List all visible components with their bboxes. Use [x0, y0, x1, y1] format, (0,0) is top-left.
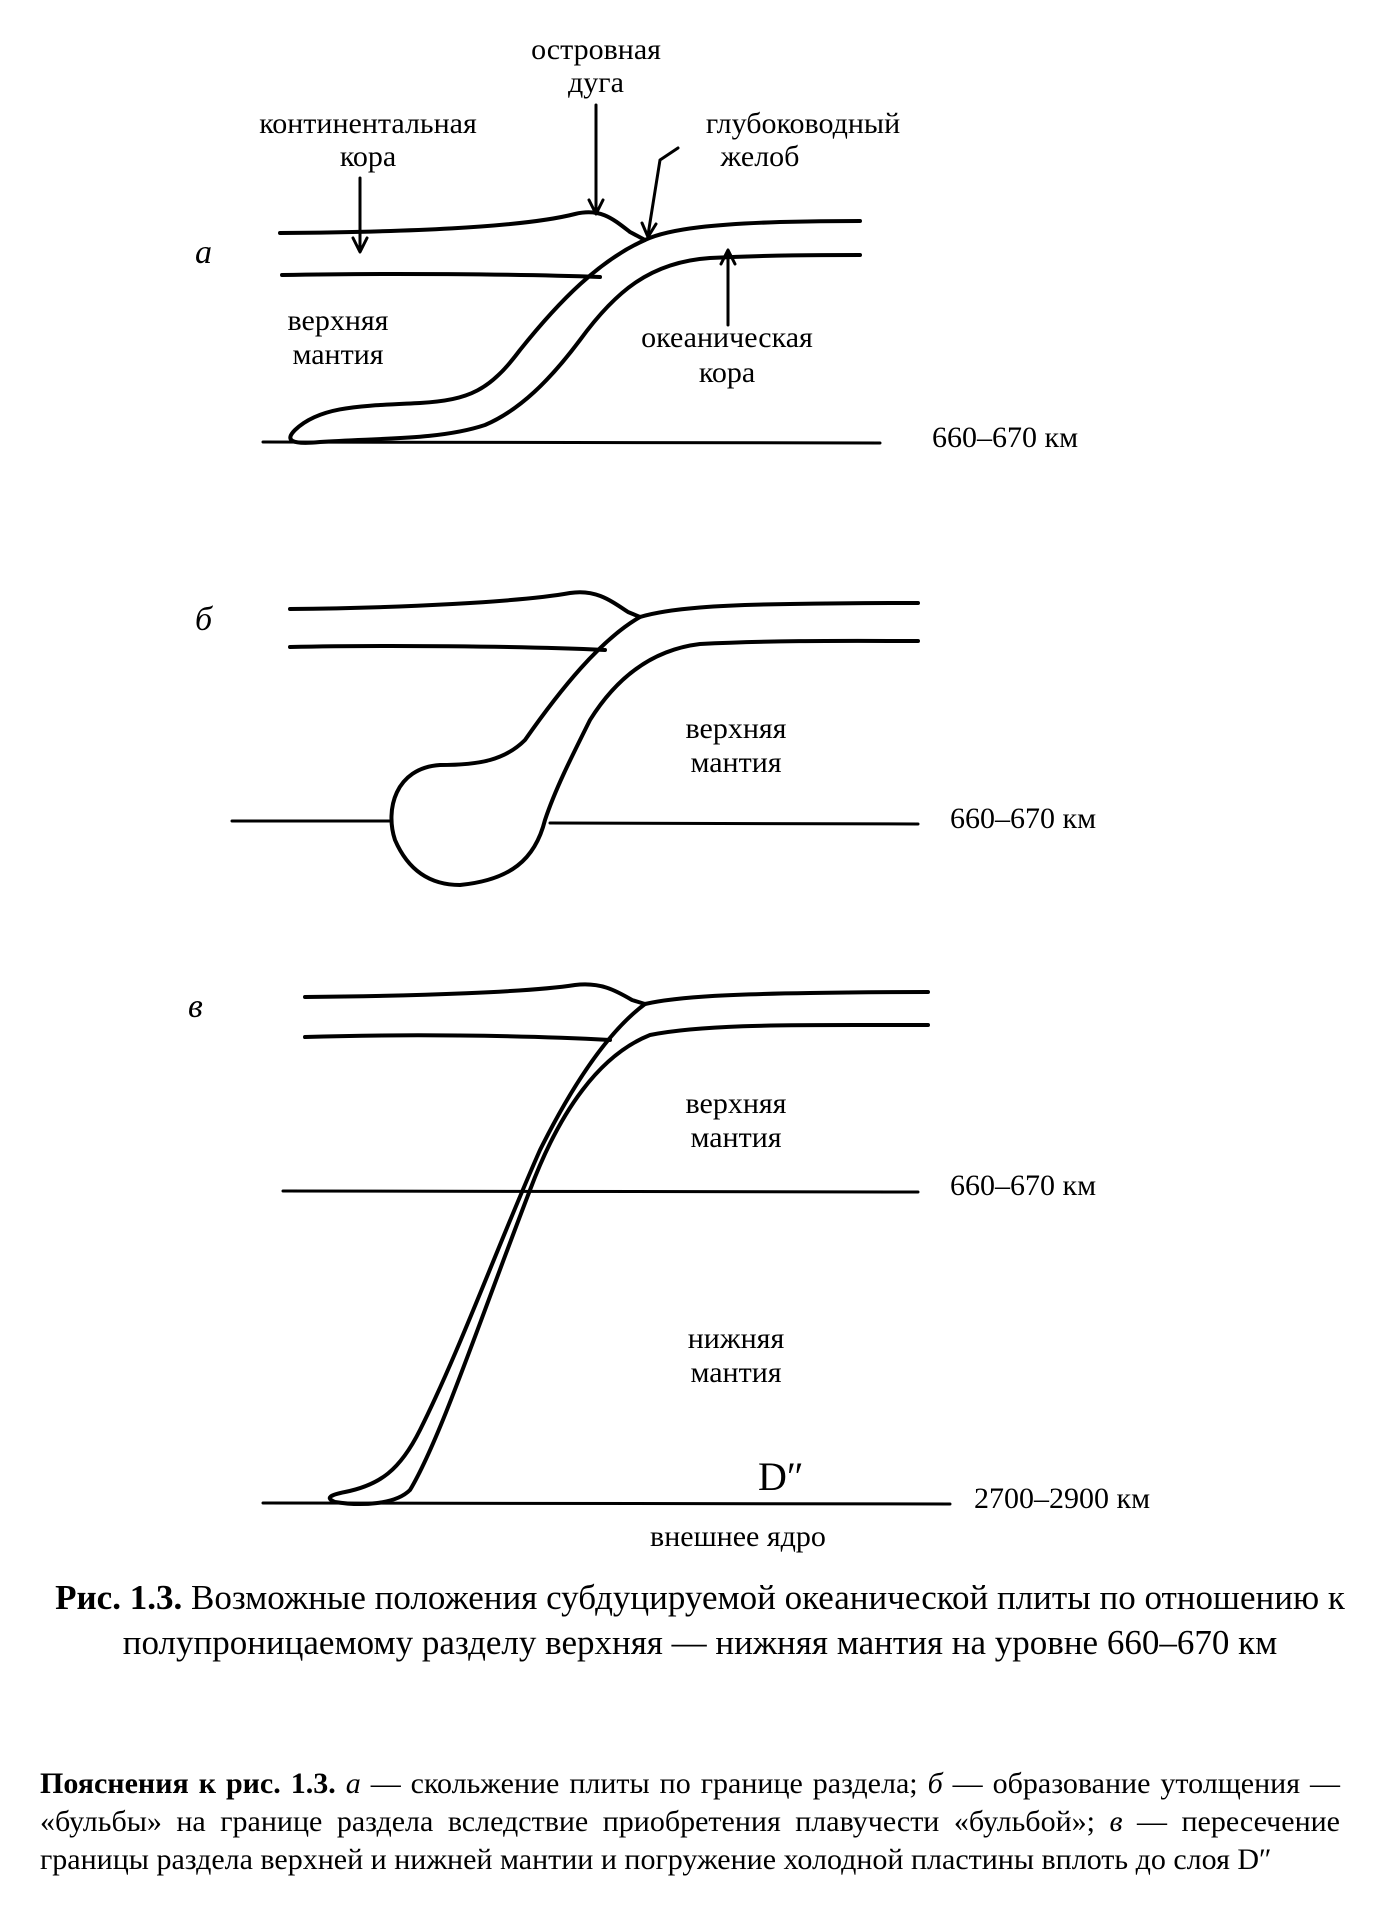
notes-c-letter: в — [1109, 1805, 1123, 1838]
notes-b-letter: б — [927, 1767, 943, 1800]
panel-a-label-oceanic-1: океаническая — [641, 321, 813, 354]
notes-a-letter: а — [345, 1767, 361, 1800]
panel-c-surface-line — [305, 984, 928, 1004]
panel-a-label-trench-2: желоб — [720, 140, 800, 173]
panel-c — [188, 984, 1150, 1553]
panel-c-label-upper-mantle-1: верхняя — [685, 1087, 787, 1120]
panel-b-surface-line — [290, 592, 918, 617]
panel-b — [195, 592, 1096, 885]
panel-c-label-d-layer: D″ — [758, 1454, 804, 1499]
panel-c-boundary-core — [263, 1503, 950, 1504]
panel-a-label-arc-1: островная — [531, 33, 661, 66]
panel-b-crust-base — [290, 646, 605, 650]
panel-a-label-continental-1: континентальная — [259, 107, 477, 140]
notes-b-text: — образование утолщения — «бульбы» на границе раздела вследствие приобретения плавучести «бульбой»; — [40, 1767, 1341, 1838]
panel-b-label-upper-mantle-1: верхняя — [685, 712, 787, 745]
panel-c-slab — [330, 1004, 928, 1504]
panel-c-label-lower-mantle-1: нижняя — [687, 1322, 785, 1355]
panel-c-boundary-660 — [283, 1191, 918, 1192]
panel-c-label-core-depth: 2700–2900 км — [974, 1482, 1151, 1515]
notes-lead: Пояснения к рис. 1.3. — [40, 1767, 336, 1800]
panel-c-letter: в — [188, 988, 203, 1025]
panel-b-boundary-660 — [232, 821, 918, 824]
figure-notes — [40, 1765, 1340, 1879]
panel-a-label-upper-mantle-2: мантия — [292, 338, 384, 371]
panel-c-label-outer-core: внешнее ядро — [650, 1520, 826, 1553]
notes-c-text: — пересечение границы раздела верхней и нижней мантии и погружение холодной пластины вплоть до слоя D″ — [40, 1805, 1341, 1876]
panel-a-label-upper-mantle-1: верхняя — [287, 304, 389, 337]
panel-a-label-arc-2: дуга — [568, 66, 624, 99]
panel-b-label-depth: 660–670 км — [950, 802, 1097, 835]
panel-b-slab-with-bulb — [391, 617, 918, 885]
figure-caption — [50, 1575, 1350, 1665]
panel-a-arrow-trench — [648, 148, 678, 235]
panel-a-label-depth: 660–670 км — [932, 421, 1079, 454]
panel-a-label-continental-2: кора — [339, 140, 397, 173]
panel-a — [195, 33, 1078, 454]
panel-a-label-trench-1: глубоководный — [705, 107, 901, 140]
caption-text: Возможные положения субдуцируемой океанической плиты по отношению к полупроницаемому разделу верхняя — нижняя мантия на уровне 660–670 км — [122, 1578, 1345, 1662]
panel-c-label-upper-mantle-2: мантия — [690, 1121, 782, 1154]
panel-a-label-oceanic-2: кора — [698, 356, 756, 389]
panel-b-letter: б — [195, 601, 213, 638]
notes-a-text: — скольжение плиты по границе раздела; — [360, 1767, 928, 1800]
panel-b-label-upper-mantle-2: мантия — [690, 746, 782, 779]
panel-a-surface-line — [280, 212, 860, 240]
panel-a-letter: а — [195, 234, 212, 271]
panel-c-label-depth: 660–670 км — [950, 1169, 1097, 1202]
caption-lead: Рис. 1.3. — [55, 1578, 183, 1617]
panel-a-boundary-660 — [263, 442, 880, 443]
panel-a-continental-crust-base — [282, 274, 600, 277]
panel-c-crust-base — [305, 1035, 610, 1040]
panel-c-label-lower-mantle-2: мантия — [690, 1356, 782, 1389]
